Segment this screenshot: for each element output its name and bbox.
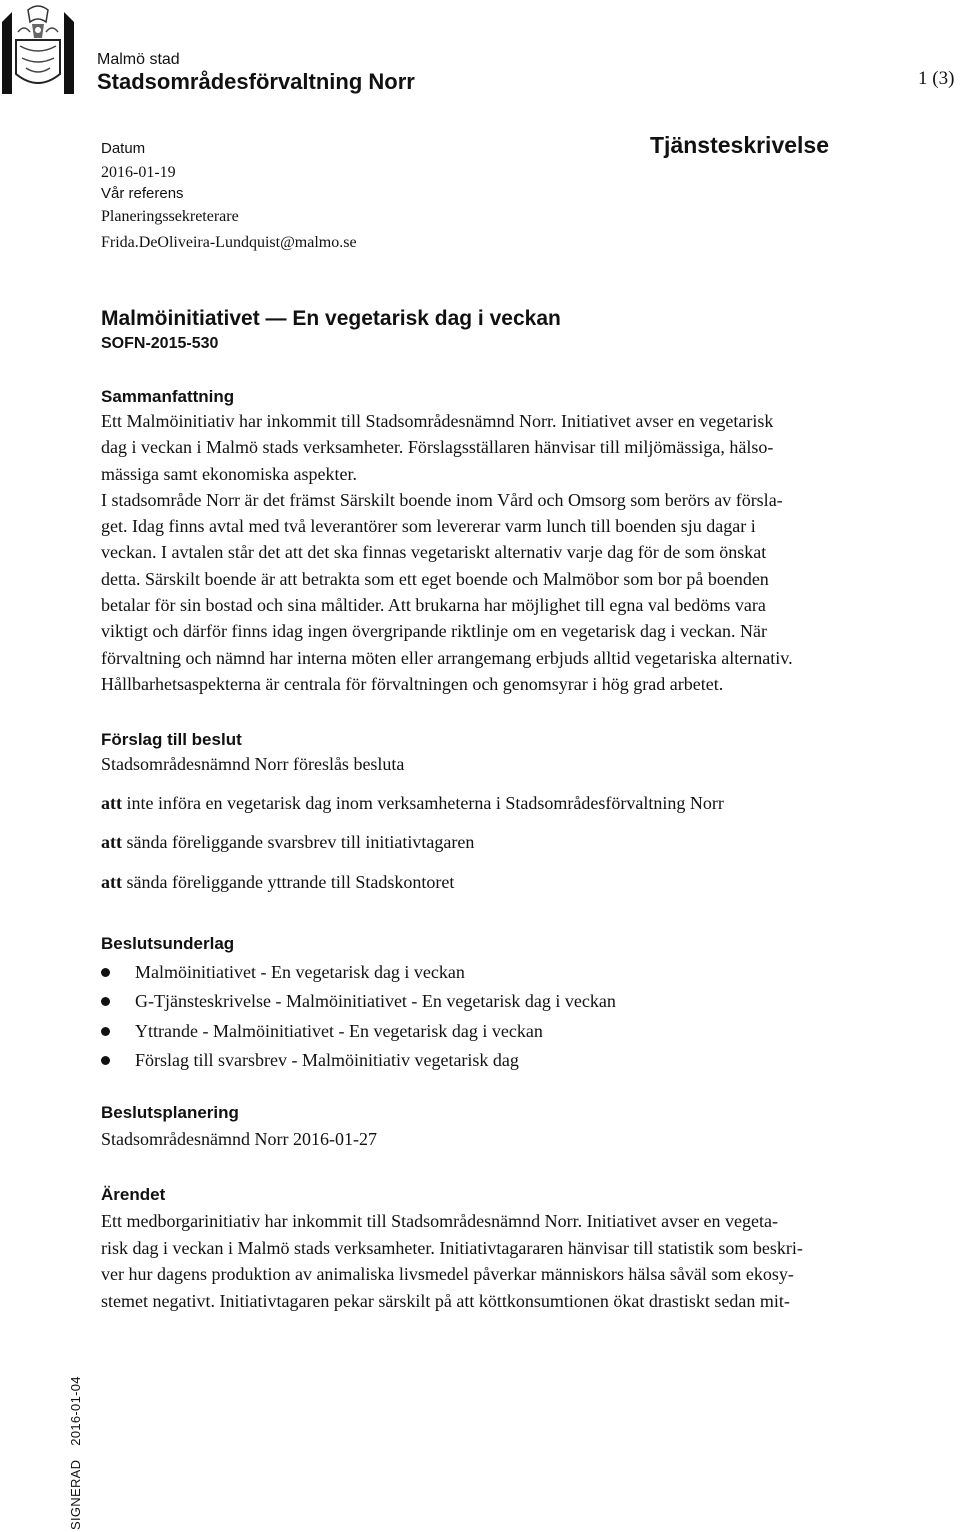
case-text [101,1208,959,1314]
decision-item [101,869,454,895]
summary-line: mässiga samt ekonomiska aspekter. [101,463,357,484]
proposal-heading: Förslag till beslut [101,730,242,749]
summary-line: get. Idag finns avtal med två leverantörer som levererar varm lunch till boenden sju dagar i [101,516,756,537]
basis-item-text: G-Tjänsteskrivelse - Malmöinitiativet - En vegetarisk dag i veckan [135,991,616,1011]
summary-line: dag i veckan i Malmö stads verksamheter. Förslagsställaren hänvisar till miljömässiga, hälso- [101,437,774,458]
planning-text: Stadsområdesnämnd Norr 2016-01-27 [101,1129,377,1149]
document-type: Tjänsteskrivelse [650,132,830,158]
date-label: Datum [101,140,146,157]
att-keyword: att [101,793,122,813]
summary-heading: Sammanfattning [101,387,235,406]
basis-item-text: Yttrande - Malmöinitiativet - En vegetarisk dag i veckan [135,1021,543,1041]
summary-line: veckan. I avtalen står det att det ska finnas vegetariskt alternativ varje dag för de som önskat [101,542,767,563]
document-title: Malmöinitiativet — En vegetarisk dag i veckan [101,307,561,330]
reference-email: Frida.DeOliveira-Lundquist@malmo.se [101,234,357,251]
planning-heading: Beslutsplanering [101,1103,239,1122]
decision-item [101,829,474,855]
organization-name: Stadsområdesförvaltning Norr [97,69,415,94]
att-keyword: att [101,832,122,852]
summary-line: betalar för sin bostad och sina måltider. Att brukarna har möjlighet till egna val bedöms vara [101,595,766,616]
signature-date: 2016-01-04 [68,1376,83,1446]
basis-item-text: Förslag till svarsbrev - Malmöinitiativ vegetarisk dag [135,1050,519,1070]
case-line: risk dag i veckan i Malmö stads verksamheter. Initiativtagararen hänvisar till statistik som beskri- [101,1237,803,1258]
case-line: stemet negativt. Initiativtagaren pekar särskilt på att köttkonsumtionen ökat drastiskt sedan mit- [101,1290,790,1311]
decision-text: inte införa en vegetarisk dag inom verksamheterna i Stadsområdesförvaltning Norr [126,793,724,813]
signature-stamp [68,1376,84,1530]
page-number: 1 (3) [918,68,955,89]
summary-line: förvaltning och nämnd har interna möten eller arrangemang erbjuds alltid vegetariska alternativ. [101,647,793,668]
summary-line: I stadsområde Norr är det främst Särskilt boende inom Vård och Omsorg som berörs av försla- [101,489,783,510]
case-number: SOFN-2015-530 [101,335,219,352]
case-heading: Ärendet [101,1185,166,1204]
bullet-icon [101,1027,110,1036]
summary-line: Ett Malmöinitiativ har inkommit till Stadsområdesnämnd Norr. Initiativet avser en vegetarisk [101,411,774,431]
summary-line: detta. Särskilt boende är att betrakta som ett eget boende och Malmöbor som bor på boenden [101,568,769,589]
decision-text: sända föreliggande yttrande till Stadskontoret [126,872,455,892]
reference-label: Vår referens [101,185,184,202]
date-value: 2016-01-19 [101,164,176,181]
malmo-coat-of-arms-logo [2,2,74,94]
bullet-icon [101,997,110,1006]
summary-text [101,408,959,697]
decision-item [101,790,724,816]
summary-line: Hållbarhetsaspekterna är centrala för förvaltningen och genomsyrar i hög grad arbetet. [101,673,724,694]
bullet-icon [101,968,110,977]
basis-heading: Beslutsunderlag [101,934,235,953]
case-line: ver hur dagens produktion av animaliska livsmedel påverkar människors hälsa såväl som ekosy- [101,1264,794,1284]
bullet-icon [101,1056,110,1065]
basis-item-text: Malmöinitiativet - En vegetarisk dag i veckan [135,962,465,982]
reference-title: Planeringssekreterare [101,208,239,225]
decision-text: sända föreliggande svarsbrev till initiativtagaren [126,832,475,852]
att-keyword: att [101,872,122,892]
summary-line: viktigt och därför finns idag ingen övergripande riktlinje om en vegetarisk dag i veckan. När [101,621,767,642]
proposal-intro: Stadsområdesnämnd Norr föreslås besluta [101,754,405,774]
signature-label: SIGNERAD [68,1459,83,1530]
case-line: Ett medborgarinitiativ har inkommit till Stadsområdesnämnd Norr. Initiativet avser en vegeta- [101,1211,779,1231]
organization-city: Malmö stad [97,51,180,68]
